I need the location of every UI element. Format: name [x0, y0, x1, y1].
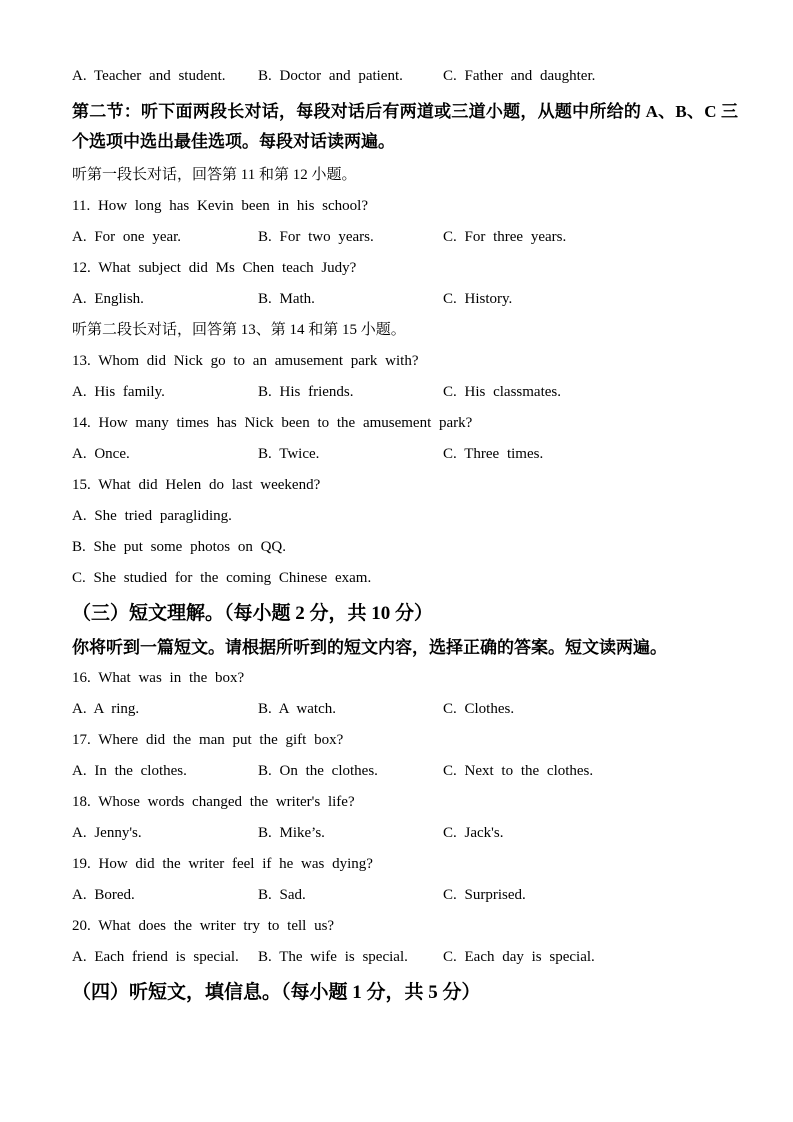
- option-c: C. Surprised.: [443, 887, 526, 903]
- option-a: A. Once.: [72, 446, 130, 462]
- options-row-14: [72, 439, 738, 470]
- option-c: C. Father and daughter.: [443, 68, 596, 84]
- option-a: A. Teacher and student.: [72, 68, 226, 84]
- option-b: B. Math.: [258, 291, 315, 307]
- options-row-19: [72, 880, 738, 911]
- option-a: A. English.: [72, 291, 144, 307]
- option-a: A. His family.: [72, 384, 165, 400]
- option-b: B. Mike’s.: [258, 825, 325, 841]
- question-16: 16. What was in the box?: [72, 670, 245, 686]
- options-row-16: [72, 694, 738, 725]
- question-15-option-a: A. She tried paragliding.: [72, 508, 232, 524]
- option-c: C. For three years.: [443, 229, 567, 245]
- question-15-option-b: B. She put some photos on QQ.: [72, 539, 287, 555]
- question-14: 14. How many times has Nick been to the amusement park?: [72, 415, 473, 431]
- question-11: 11. How long has Kevin been in his school?: [72, 198, 368, 214]
- option-c: C. History.: [443, 291, 513, 307]
- part-4-heading: （四）听短文，填信息。（每小题 1 分，共 5 分）: [72, 982, 481, 1003]
- options-row-10: [72, 61, 738, 92]
- part-3-instruction: 你将听到一篇短文。请根据所听到的短文内容，选择正确的答案。短文读两遍。: [72, 638, 667, 657]
- option-c: C. His classmates.: [443, 384, 561, 400]
- option-a: A. Bored.: [72, 887, 135, 903]
- option-c: C. Next to the clothes.: [443, 763, 594, 779]
- question-20: 20. What does the writer try to tell us?: [72, 918, 335, 934]
- question-19: 19. How did the writer feel if he was dying?: [72, 856, 373, 872]
- question-18: 18. Whose words changed the writer's life?: [72, 794, 355, 810]
- options-row-12: [72, 284, 738, 315]
- dialog-1-instruction: 听第一段长对话，回答第 11 和第 12 小题。: [72, 167, 357, 183]
- option-a: A. In the clothes.: [72, 763, 187, 779]
- option-c: C. Each day is special.: [443, 949, 595, 965]
- question-13: 13. Whom did Nick go to an amusement park with?: [72, 353, 419, 369]
- option-a: A. A ring.: [72, 701, 140, 717]
- option-a: A. For one year.: [72, 229, 182, 245]
- option-b: B. Doctor and patient.: [258, 68, 403, 84]
- part-3-heading: （三）短文理解。（每小题 2 分，共 10 分）: [72, 603, 434, 624]
- option-a: A. Jenny's.: [72, 825, 142, 841]
- option-b: B. His friends.: [258, 384, 354, 400]
- options-row-17: [72, 756, 738, 787]
- question-12: 12. What subject did Ms Chen teach Judy?: [72, 260, 357, 276]
- option-b: B. A watch.: [258, 701, 336, 717]
- option-c: C. Three times.: [443, 446, 544, 462]
- section-2-heading: 第二节：听下面两段长对话，每段对话后有两道或三道小题，从题中所给的 A、B、C 三个选项中选出最佳选项。每段对话读两遍。: [72, 102, 738, 151]
- dialog-2-instruction: 听第二段长对话，回答第 13、第 14 和第 15 小题。: [72, 322, 406, 338]
- options-row-20: [72, 942, 738, 973]
- option-c: C. Jack's.: [443, 825, 504, 841]
- option-b: B. For two years.: [258, 229, 374, 245]
- options-row-18: [72, 818, 738, 849]
- option-b: B. On the clothes.: [258, 763, 378, 779]
- option-c: C. Clothes.: [443, 701, 515, 717]
- option-b: B. Twice.: [258, 446, 320, 462]
- option-b: B. Sad.: [258, 887, 306, 903]
- question-15-option-c: C. She studied for the coming Chinese exam.: [72, 570, 372, 586]
- question-15: 15. What did Helen do last weekend?: [72, 477, 321, 493]
- options-row-13: [72, 377, 738, 408]
- options-row-11: [72, 222, 738, 253]
- option-a: A. Each friend is special.: [72, 949, 239, 965]
- page-content: [72, 61, 738, 1011]
- question-17: 17. Where did the man put the gift box?: [72, 732, 344, 748]
- option-b: B. The wife is special.: [258, 949, 408, 965]
